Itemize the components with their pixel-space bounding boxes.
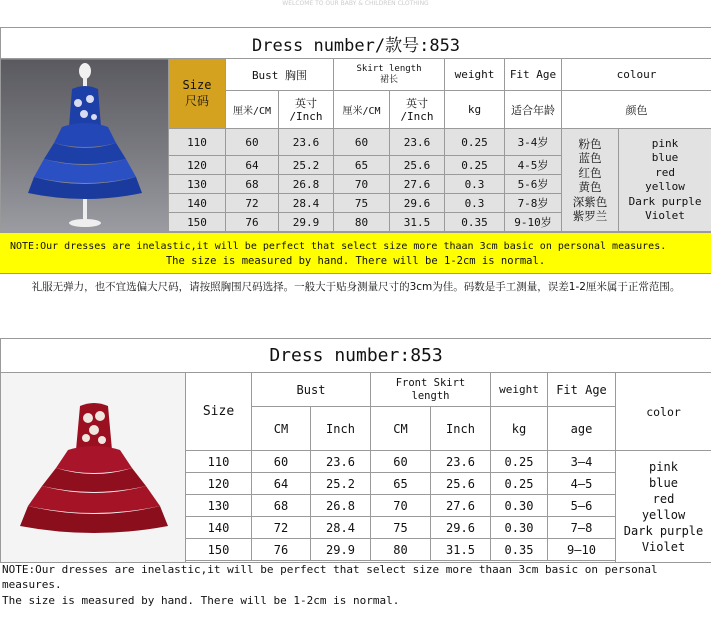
weight-cell: 0.25 [445,129,505,156]
color-header-2: color [616,373,711,451]
note-2-line1: NOTE:Our dresses are inelastic,it will be perfect that select size more thaan 3cm basic on personal measures. [2,563,658,591]
bust-inch-cell: 23.6 [279,129,334,156]
note-1-en-line2: The size is measured by hand. There will be 1-2cm is normal. [165,255,546,267]
bust-cm-cell: 68 [226,175,279,194]
colour-cn-item: 紫罗兰 [572,209,608,223]
skirt-inch-cell: 31.5 [431,539,491,561]
blue-dress-photo [1,59,169,232]
skirt-cm-cell: 60 [334,129,390,156]
note-2-line2: The size is measured by hand. There will be 1-2cm is normal. [2,594,400,607]
skirt-inch-cell: 31.5 [390,213,445,232]
size-label-en: Size [182,78,212,92]
skirt-cm-cell: 65 [371,473,431,495]
size-header [169,59,226,129]
age-cell: 4-5岁 [505,156,562,175]
bust-inch-cell: 29.9 [311,539,371,561]
chart-2-title: Dress number:853 [1,339,711,373]
skirt-inch-cell: 29.6 [431,517,491,539]
bust-inch-cell: 29.9 [279,213,334,232]
weight-cell: 0.3 [445,175,505,194]
skirt-inch-cell: 29.6 [390,194,445,213]
color-list-2 [616,451,711,563]
bust-inch-cell: 28.4 [311,517,371,539]
red-dress-photo [1,373,186,563]
colour-cn-item: 黄色 [578,180,602,194]
bust-inch-cell: 23.6 [311,451,371,473]
size-header-2: Size [186,373,252,451]
size-cell: 150 [169,213,226,232]
size-cell: 120 [186,473,252,495]
colour-en-item: pink [651,136,679,150]
skirt-cm-cell: 70 [371,495,431,517]
front-skirt-header: Front Skirt length [371,373,491,407]
fit-age-header-2: Fit Age [548,373,616,407]
skirt-inch-cell: 27.6 [390,175,445,194]
bust-inch-cell: 26.8 [279,175,334,194]
colour-cn-item: 深紫色 [572,194,608,209]
skirt-length-header [334,59,445,91]
color-item: Violet [641,539,686,554]
colour-list-en [619,129,711,232]
watermark-text: WELCOME TO OUR BABY & CHILDREN CLOTHING [282,0,429,7]
note-1-cn: 礼服无弹力，也不宜选偏大尺码，请按照胸围尺码选择。一般大于贴身测量尺寸的3cm为佳。码数是手工测量，误差1-2厘米属于正常范围。 [31,281,681,293]
bust-cm-cell: 72 [226,194,279,213]
age-cell: 7—8 [548,517,616,539]
color-item: Dark purple [623,523,704,538]
bust-inch-subheader [279,91,334,129]
colour-en-item: yellow [645,180,685,193]
size-cell: 130 [169,175,226,194]
skirt-cm-cell: 60 [371,451,431,473]
skirt-cm-cell: 80 [334,213,390,232]
colour-cn-item: 粉色 [578,136,602,151]
bust-inch-subheader-2: Inch [311,407,371,451]
bust-inch-cell: 25.2 [311,473,371,495]
age-cell: 3-4岁 [505,129,562,156]
age-cell: 4—5 [548,473,616,495]
skirt-inch-en: /Inch [400,109,434,123]
weight-cell: 0.25 [491,451,548,473]
size-cell: 130 [186,495,252,517]
colour-en-item: red [655,165,675,179]
fit-age-header: Fit Age [505,59,562,91]
weight-cell: 0.25 [445,156,505,175]
age-cell: 7-8岁 [505,194,562,213]
weight-cell: 0.3 [445,194,505,213]
skirt-inch-subheader-2: Inch [431,407,491,451]
skirt-inch-cell: 23.6 [390,129,445,156]
bust-cm-subheader-2: CM [252,407,311,451]
bust-cm-cell: 64 [252,473,311,495]
skirt-cm-cell: 65 [334,156,390,175]
bust-cm-cell: 68 [252,495,311,517]
weight-cell: 0.25 [491,473,548,495]
colour-header: colour [562,59,711,91]
color-item: pink [649,459,678,474]
colour-cn-item: 蓝色 [578,151,602,165]
color-item: yellow [641,507,686,522]
age-subheader: 适合年龄 [505,91,562,129]
skirt-cm-cell: 75 [334,194,390,213]
colour-en-item: Violet [645,209,685,222]
skirt-inch-cell: 27.6 [431,495,491,517]
size-cell: 110 [169,129,226,156]
skirt-label-cn: 裙长 [379,74,398,85]
bust-cm-cell: 76 [252,539,311,561]
bust-cm-subheader: 厘米/CM [226,91,279,129]
colour-en-item: Dark purple [628,194,702,208]
weight-cell: 0.35 [491,539,548,561]
bust-inch-en: /Inch [289,109,323,123]
bust-header: Bust 胸围 [226,59,334,91]
skirt-cm-subheader-2: CM [371,407,431,451]
skirt-label-en: Skirt length [356,63,422,74]
age-cell: 5-6岁 [505,175,562,194]
color-item: red [652,491,675,506]
skirt-inch-cell: 25.6 [390,156,445,175]
bust-cm-cell: 72 [252,517,311,539]
bust-inch-cn: 英寸 [295,96,317,110]
size-chart-1 [0,27,711,232]
skirt-inch-cell: 25.6 [431,473,491,495]
kg-subheader: kg [445,91,505,129]
skirt-cm-cell: 80 [371,539,431,561]
bust-cm-cell: 76 [226,213,279,232]
age-subheader-2: age [548,407,616,451]
skirt-inch-cn: 英寸 [406,96,428,110]
bust-cm-cell: 60 [226,129,279,156]
age-cell: 9-10岁 [505,213,562,232]
bust-inch-cell: 25.2 [279,156,334,175]
colour-subheader: 颜色 [562,91,711,129]
weight-cell: 0.35 [445,213,505,232]
age-cell: 3—4 [548,451,616,473]
watermark-strip [0,0,711,8]
weight-cell: 0.30 [491,517,548,539]
bust-header-2: Bust [252,373,371,407]
weight-cell: 0.30 [491,495,548,517]
bust-cm-cell: 60 [252,451,311,473]
size-cell: 120 [169,156,226,175]
age-cell: 9—10 [548,539,616,561]
bust-cm-cell: 64 [226,156,279,175]
skirt-inch-cell: 23.6 [431,451,491,473]
kg-subheader-2: kg [491,407,548,451]
note-1-en-line1: NOTE:Our dresses are inelastic,it will be perfect that select size more thaan 3cm basic on personal measures. [10,241,667,252]
size-cell: 140 [169,194,226,213]
bust-inch-cell: 26.8 [311,495,371,517]
weight-header-2: weight [491,373,548,407]
size-cell: 140 [186,517,252,539]
size-chart-2 [0,338,711,563]
skirt-cm-cell: 75 [371,517,431,539]
skirt-cm-cell: 70 [334,175,390,194]
chart-1-title: Dress number/款号:853 [1,28,711,59]
colour-cn-item: 红色 [578,165,602,180]
size-label-cn: 尺码 [184,94,209,108]
weight-header: weight [445,59,505,91]
colour-en-item: blue [651,151,679,164]
skirt-cm-subheader: 厘米/CM [334,91,390,129]
size-cell: 150 [186,539,252,561]
colour-list-cn [562,129,619,232]
age-cell: 5—6 [548,495,616,517]
size-cell: 110 [186,451,252,473]
color-item: blue [649,475,678,490]
bust-inch-cell: 28.4 [279,194,334,213]
skirt-inch-subheader [390,91,445,129]
